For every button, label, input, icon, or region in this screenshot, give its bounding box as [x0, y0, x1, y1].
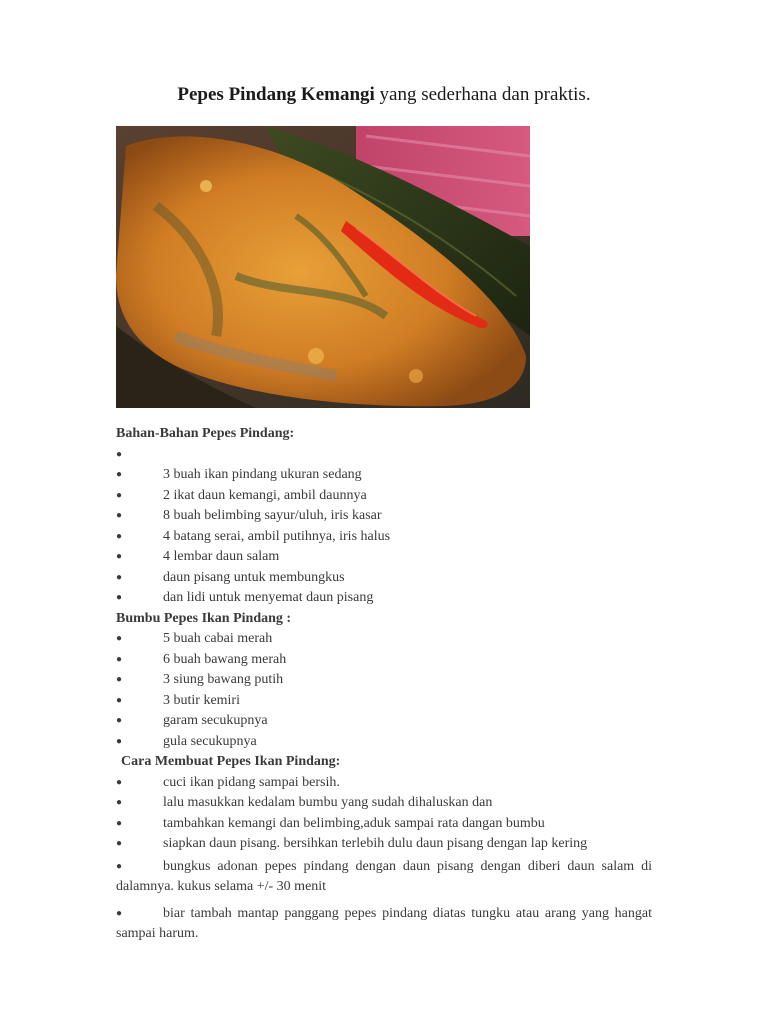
list-item: ● daun pisang untuk membungkus — [116, 568, 652, 589]
list-item: ● dan lidi untuk menyemat daun pisang — [116, 588, 652, 609]
list-item: ● 6 buah bawang merah — [116, 650, 652, 671]
bullet-icon: ● — [116, 551, 123, 562]
bullet-icon: ● — [116, 489, 123, 501]
bullet-icon: ● — [116, 907, 123, 919]
bullet-icon: ● — [116, 448, 123, 460]
cara-heading: Cara Membuat Pepes Ikan Pindang: — [121, 754, 341, 769]
list-item — [116, 445, 652, 466]
bullet-icon: ● — [116, 674, 123, 685]
list-item: ● tambahkan kemangi dan belimbing,aduk sampai rata dangan bumbu — [116, 814, 652, 835]
bullet-icon: ● — [116, 860, 123, 872]
list-item: ● 4 batang serai, ambil putihnya, iris halus — [116, 527, 652, 548]
bullet-icon: ● — [116, 735, 123, 747]
list-item: ● cuci ikan pidang sampai bersih. — [116, 773, 652, 794]
list-item: ● lalu masukkan kedalam bumbu yang sudah dihaluskan dan — [116, 793, 652, 814]
bullet-icon: ● — [116, 694, 123, 706]
bullet-icon: ● — [116, 838, 123, 849]
list-item: ● 3 siung bawang putih — [116, 670, 652, 691]
bullet-icon: ● — [116, 776, 123, 788]
photo-illustration — [116, 126, 530, 408]
list-item: ● bungkus adonan pepes pindang dengan daun pisang dengan diberi daun salam di dalamnya. kukus selama +/- 30 menit — [116, 858, 652, 894]
bumbu-list — [116, 629, 652, 752]
bullet-icon: ● — [116, 571, 123, 583]
bullet-icon: ● — [116, 530, 123, 542]
bullet-icon: ● — [116, 797, 123, 808]
bahan-list — [116, 445, 652, 609]
bullet-icon: ● — [116, 715, 123, 726]
bullet-icon: ● — [116, 510, 123, 521]
list-item: ● 4 lembar daun salam — [116, 547, 652, 568]
pepes-fish-photo — [116, 126, 530, 408]
bumbu-heading: Bumbu Pepes Ikan Pindang : — [116, 610, 292, 626]
cara-list — [116, 773, 652, 945]
list-item: ● 8 buah belimbing sayur/uluh, iris kasar — [116, 506, 652, 527]
bullet-icon: ● — [116, 592, 123, 603]
title-rest: yang sederhana dan praktis. — [374, 84, 591, 105]
bullet-icon: ● — [116, 633, 123, 644]
list-item: ● 2 ikat daun kemangi, ambil daunnya — [116, 486, 652, 507]
list-item: ● garam secukupnya — [116, 711, 652, 732]
bullet-icon: ● — [116, 817, 123, 829]
title-bold: Pepes Pindang Kemangi — [177, 84, 375, 105]
bahan-heading: Bahan-Bahan Pepes Pindang: — [116, 426, 295, 441]
bullet-icon: ● — [116, 469, 123, 480]
page-title — [0, 84, 768, 106]
list-item: ● 3 buah ikan pindang ukuran sedang — [116, 465, 652, 486]
list-item: ● gula secukupnya — [116, 732, 652, 753]
list-item: ● biar tambah mantap panggang pepes pindang diatas tungku atau arang yang hangat sampai harum. — [116, 905, 652, 941]
list-item: ● siapkan daun pisang. bersihkan terlebih dulu daun pisang dengan lap kering — [116, 834, 652, 855]
recipe-content — [116, 424, 652, 945]
bullet-icon: ● — [116, 653, 123, 665]
list-item: ● 5 buah cabai merah — [116, 629, 652, 650]
list-item: ● 3 butir kemiri — [116, 691, 652, 712]
